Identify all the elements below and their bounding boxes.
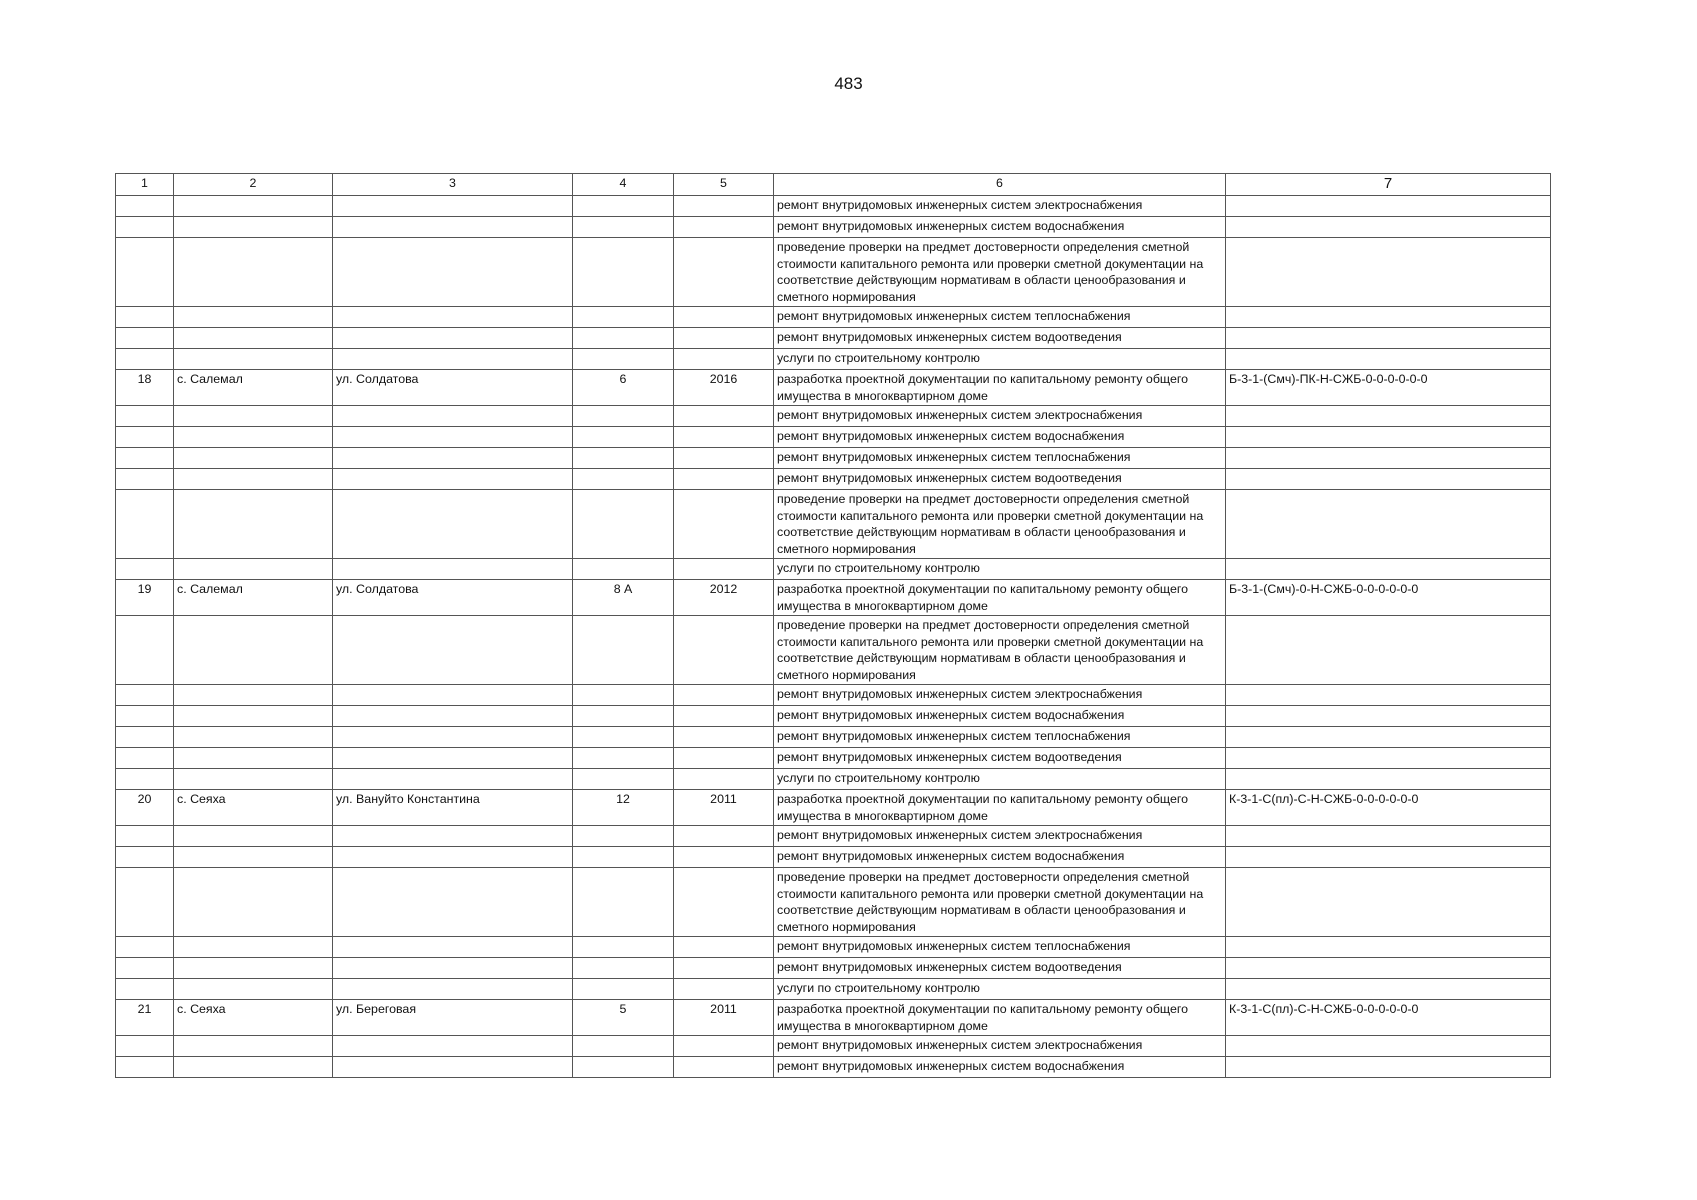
table-row	[116, 685, 1551, 706]
locality-cell	[174, 979, 333, 1000]
header-row	[116, 174, 1551, 196]
table-row	[116, 748, 1551, 769]
house-number-cell	[573, 1036, 674, 1057]
row-number-cell	[116, 349, 174, 370]
work-type-cell: ремонт внутридомовых инженерных систем водоснабжения	[774, 706, 1226, 727]
table-row	[116, 616, 1551, 685]
street-cell	[333, 469, 573, 490]
table-row	[116, 868, 1551, 937]
house-number-cell: 5	[573, 1000, 674, 1036]
locality-cell	[174, 868, 333, 937]
street-cell	[333, 706, 573, 727]
column-header-7: 7	[1226, 174, 1551, 196]
year-cell	[674, 217, 774, 238]
table-row	[116, 979, 1551, 1000]
row-number-cell	[116, 748, 174, 769]
row-number-cell	[116, 616, 174, 685]
work-type-cell: ремонт внутридомовых инженерных систем водоотведения	[774, 748, 1226, 769]
table-row	[116, 1057, 1551, 1078]
work-type-cell: ремонт внутридомовых инженерных систем электроснабжения	[774, 196, 1226, 217]
year-cell	[674, 490, 774, 559]
work-type-cell: проведение проверки на предмет достоверности определения сметной стоимости капитального ремонта или проверки сметной документации на соответствие действующим нормативам в области ценообразования и сметного нормирования	[774, 616, 1226, 685]
locality-cell	[174, 727, 333, 748]
building-code-cell	[1226, 406, 1551, 427]
house-number-cell	[573, 685, 674, 706]
row-number-cell	[116, 979, 174, 1000]
locality-cell	[174, 826, 333, 847]
work-type-cell: ремонт внутридомовых инженерных систем электроснабжения	[774, 685, 1226, 706]
row-number-cell	[116, 406, 174, 427]
building-code-cell	[1226, 307, 1551, 328]
row-number-cell	[116, 427, 174, 448]
street-cell	[333, 769, 573, 790]
year-cell	[674, 196, 774, 217]
street-cell	[333, 406, 573, 427]
building-code-cell	[1226, 748, 1551, 769]
table-row	[116, 847, 1551, 868]
street-cell	[333, 349, 573, 370]
street-cell	[333, 307, 573, 328]
year-cell	[674, 826, 774, 847]
column-header-1: 1	[116, 174, 174, 196]
table-row	[116, 790, 1551, 826]
year-cell	[674, 958, 774, 979]
street-cell	[333, 979, 573, 1000]
house-number-cell	[573, 727, 674, 748]
table-row	[116, 196, 1551, 217]
street-cell: ул. Береговая	[333, 1000, 573, 1036]
work-type-cell: услуги по строительному контролю	[774, 559, 1226, 580]
street-cell: ул. Солдатова	[333, 370, 573, 406]
table-row	[116, 469, 1551, 490]
row-number-cell	[116, 448, 174, 469]
table-row	[116, 427, 1551, 448]
building-code-cell	[1226, 847, 1551, 868]
building-code-cell	[1226, 727, 1551, 748]
table-row	[116, 580, 1551, 616]
work-type-cell: разработка проектной документации по капитальному ремонту общего имущества в многоквартирном доме	[774, 370, 1226, 406]
year-cell: 2011	[674, 1000, 774, 1036]
year-cell	[674, 868, 774, 937]
row-number-cell	[116, 196, 174, 217]
work-type-cell: разработка проектной документации по капитальному ремонту общего имущества в многоквартирном доме	[774, 580, 1226, 616]
work-type-cell: проведение проверки на предмет достоверности определения сметной стоимости капитального ремонта или проверки сметной документации на соответствие действующим нормативам в области ценообразования и сметного нормирования	[774, 238, 1226, 307]
house-number-cell	[573, 490, 674, 559]
locality-cell	[174, 349, 333, 370]
work-type-cell: ремонт внутридомовых инженерных систем водоснабжения	[774, 427, 1226, 448]
column-header-3: 3	[333, 174, 573, 196]
work-type-cell: услуги по строительному контролю	[774, 769, 1226, 790]
building-code-cell	[1226, 196, 1551, 217]
house-number-cell	[573, 826, 674, 847]
work-type-cell: ремонт внутридомовых инженерных систем электроснабжения	[774, 1036, 1226, 1057]
row-number-cell: 19	[116, 580, 174, 616]
house-number-cell	[573, 979, 674, 1000]
page-number: 483	[834, 74, 863, 93]
row-number-cell	[116, 1036, 174, 1057]
row-number-cell	[116, 328, 174, 349]
locality-cell	[174, 559, 333, 580]
house-number-cell	[573, 847, 674, 868]
row-number-cell: 21	[116, 1000, 174, 1036]
row-number-cell	[116, 937, 174, 958]
locality-cell: с. Салемал	[174, 370, 333, 406]
building-code-cell	[1226, 769, 1551, 790]
locality-cell	[174, 238, 333, 307]
year-cell	[674, 769, 774, 790]
building-code-cell	[1226, 469, 1551, 490]
table-row	[116, 328, 1551, 349]
table-row	[116, 559, 1551, 580]
table-row	[116, 769, 1551, 790]
row-number-cell	[116, 958, 174, 979]
house-number-cell	[573, 706, 674, 727]
row-number-cell	[116, 769, 174, 790]
building-code-cell	[1226, 427, 1551, 448]
house-number-cell	[573, 958, 674, 979]
locality-cell	[174, 685, 333, 706]
locality-cell	[174, 490, 333, 559]
street-cell	[333, 196, 573, 217]
locality-cell	[174, 706, 333, 727]
table-row	[116, 406, 1551, 427]
street-cell	[333, 328, 573, 349]
locality-cell	[174, 406, 333, 427]
year-cell	[674, 979, 774, 1000]
row-number-cell	[116, 307, 174, 328]
table-row	[116, 448, 1551, 469]
street-cell	[333, 616, 573, 685]
house-number-cell	[573, 616, 674, 685]
table-row	[116, 1000, 1551, 1036]
building-code-cell	[1226, 868, 1551, 937]
house-number-cell	[573, 469, 674, 490]
column-header-6: 6	[774, 174, 1226, 196]
locality-cell	[174, 937, 333, 958]
work-type-cell: разработка проектной документации по капитальному ремонту общего имущества в многоквартирном доме	[774, 790, 1226, 826]
building-code-cell	[1226, 559, 1551, 580]
work-type-cell: разработка проектной документации по капитальному ремонту общего имущества в многоквартирном доме	[774, 1000, 1226, 1036]
work-type-cell: ремонт внутридомовых инженерных систем теплоснабжения	[774, 448, 1226, 469]
year-cell	[674, 349, 774, 370]
table-row	[116, 238, 1551, 307]
row-number-cell	[116, 469, 174, 490]
year-cell	[674, 685, 774, 706]
building-code-cell	[1226, 448, 1551, 469]
street-cell	[333, 826, 573, 847]
row-number-cell	[116, 868, 174, 937]
building-code-cell: К-3-1-С(пл)-С-Н-СЖБ-0-0-0-0-0-0	[1226, 790, 1551, 826]
house-number-cell	[573, 448, 674, 469]
locality-cell	[174, 616, 333, 685]
building-code-cell	[1226, 238, 1551, 307]
locality-cell	[174, 748, 333, 769]
work-type-cell: ремонт внутридомовых инженерных систем водоснабжения	[774, 1057, 1226, 1078]
locality-cell	[174, 307, 333, 328]
year-cell	[674, 469, 774, 490]
locality-cell	[174, 196, 333, 217]
house-number-cell	[573, 1057, 674, 1078]
building-code-cell	[1226, 937, 1551, 958]
table-row	[116, 727, 1551, 748]
street-cell	[333, 727, 573, 748]
repair-schedule-table	[115, 173, 1551, 1078]
year-cell: 2011	[674, 790, 774, 826]
locality-cell	[174, 469, 333, 490]
table-row	[116, 349, 1551, 370]
work-type-cell: ремонт внутридомовых инженерных систем водоотведения	[774, 328, 1226, 349]
house-number-cell	[573, 238, 674, 307]
house-number-cell	[573, 196, 674, 217]
year-cell: 2016	[674, 370, 774, 406]
building-code-cell	[1226, 616, 1551, 685]
house-number-cell	[573, 328, 674, 349]
table-body	[116, 174, 1551, 1078]
row-number-cell: 18	[116, 370, 174, 406]
building-code-cell	[1226, 958, 1551, 979]
house-number-cell	[573, 427, 674, 448]
column-header-4: 4	[573, 174, 674, 196]
street-cell	[333, 559, 573, 580]
year-cell	[674, 406, 774, 427]
column-header-5: 5	[674, 174, 774, 196]
work-type-cell: услуги по строительному контролю	[774, 979, 1226, 1000]
row-number-cell	[116, 847, 174, 868]
year-cell	[674, 706, 774, 727]
work-type-cell: услуги по строительному контролю	[774, 349, 1226, 370]
building-code-cell	[1226, 328, 1551, 349]
street-cell	[333, 958, 573, 979]
locality-cell	[174, 328, 333, 349]
street-cell	[333, 868, 573, 937]
row-number-cell	[116, 238, 174, 307]
year-cell	[674, 937, 774, 958]
work-type-cell: проведение проверки на предмет достоверности определения сметной стоимости капитального ремонта или проверки сметной документации на соответствие действующим нормативам в области ценообразования и сметного нормирования	[774, 490, 1226, 559]
work-type-cell: ремонт внутридомовых инженерных систем электроснабжения	[774, 406, 1226, 427]
building-code-cell	[1226, 490, 1551, 559]
work-type-cell: ремонт внутридомовых инженерных систем водоотведения	[774, 958, 1226, 979]
locality-cell: с. Сеяха	[174, 1000, 333, 1036]
table-row	[116, 490, 1551, 559]
locality-cell	[174, 769, 333, 790]
row-number-cell	[116, 826, 174, 847]
street-cell	[333, 217, 573, 238]
house-number-cell: 8 А	[573, 580, 674, 616]
locality-cell	[174, 1036, 333, 1057]
building-code-cell	[1226, 685, 1551, 706]
row-number-cell	[116, 706, 174, 727]
house-number-cell: 12	[573, 790, 674, 826]
row-number-cell	[116, 559, 174, 580]
house-number-cell	[573, 748, 674, 769]
column-header-2: 2	[174, 174, 333, 196]
year-cell	[674, 427, 774, 448]
street-cell	[333, 427, 573, 448]
house-number-cell	[573, 307, 674, 328]
street-cell	[333, 1036, 573, 1057]
street-cell	[333, 448, 573, 469]
year-cell	[674, 559, 774, 580]
street-cell	[333, 847, 573, 868]
work-type-cell: ремонт внутридомовых инженерных систем водоснабжения	[774, 217, 1226, 238]
work-type-cell: ремонт внутридомовых инженерных систем электроснабжения	[774, 826, 1226, 847]
table-container	[115, 173, 1551, 1078]
table-row	[116, 826, 1551, 847]
row-number-cell	[116, 217, 174, 238]
year-cell	[674, 847, 774, 868]
year-cell	[674, 448, 774, 469]
row-number-cell	[116, 685, 174, 706]
table-row	[116, 937, 1551, 958]
building-code-cell: Б-3-1-(Смч)-ПК-Н-СЖБ-0-0-0-0-0-0	[1226, 370, 1551, 406]
table-row	[116, 706, 1551, 727]
street-cell: ул. Солдатова	[333, 580, 573, 616]
building-code-cell: Б-3-1-(Смч)-0-Н-СЖБ-0-0-0-0-0-0	[1226, 580, 1551, 616]
building-code-cell	[1226, 1057, 1551, 1078]
year-cell: 2012	[674, 580, 774, 616]
year-cell	[674, 748, 774, 769]
building-code-cell	[1226, 979, 1551, 1000]
house-number-cell	[573, 769, 674, 790]
row-number-cell	[116, 1057, 174, 1078]
building-code-cell: К-3-1-С(пл)-С-Н-СЖБ-0-0-0-0-0-0	[1226, 1000, 1551, 1036]
street-cell	[333, 685, 573, 706]
row-number-cell	[116, 727, 174, 748]
table-row	[116, 217, 1551, 238]
locality-cell	[174, 1057, 333, 1078]
year-cell	[674, 328, 774, 349]
year-cell	[674, 1057, 774, 1078]
year-cell	[674, 238, 774, 307]
locality-cell	[174, 448, 333, 469]
street-cell: ул. Вануйто Константина	[333, 790, 573, 826]
table-row	[116, 958, 1551, 979]
building-code-cell	[1226, 349, 1551, 370]
locality-cell	[174, 847, 333, 868]
table-row	[116, 370, 1551, 406]
building-code-cell	[1226, 826, 1551, 847]
year-cell	[674, 307, 774, 328]
house-number-cell	[573, 868, 674, 937]
table-row	[116, 307, 1551, 328]
street-cell	[333, 490, 573, 559]
row-number-cell	[116, 490, 174, 559]
building-code-cell	[1226, 706, 1551, 727]
work-type-cell: ремонт внутридомовых инженерных систем теплоснабжения	[774, 727, 1226, 748]
locality-cell	[174, 217, 333, 238]
row-number-cell: 20	[116, 790, 174, 826]
work-type-cell: ремонт внутридомовых инженерных систем теплоснабжения	[774, 937, 1226, 958]
building-code-cell	[1226, 1036, 1551, 1057]
house-number-cell	[573, 217, 674, 238]
house-number-cell	[573, 559, 674, 580]
year-cell	[674, 616, 774, 685]
street-cell	[333, 238, 573, 307]
work-type-cell: ремонт внутридомовых инженерных систем водоотведения	[774, 469, 1226, 490]
house-number-cell	[573, 937, 674, 958]
locality-cell	[174, 958, 333, 979]
year-cell	[674, 727, 774, 748]
street-cell	[333, 1057, 573, 1078]
work-type-cell: ремонт внутридомовых инженерных систем водоснабжения	[774, 847, 1226, 868]
street-cell	[333, 937, 573, 958]
house-number-cell	[573, 406, 674, 427]
house-number-cell	[573, 349, 674, 370]
locality-cell	[174, 427, 333, 448]
work-type-cell: ремонт внутридомовых инженерных систем теплоснабжения	[774, 307, 1226, 328]
house-number-cell: 6	[573, 370, 674, 406]
table-row	[116, 1036, 1551, 1057]
street-cell	[333, 748, 573, 769]
work-type-cell: проведение проверки на предмет достоверности определения сметной стоимости капитального ремонта или проверки сметной документации на соответствие действующим нормативам в области ценообразования и сметного нормирования	[774, 868, 1226, 937]
building-code-cell	[1226, 217, 1551, 238]
locality-cell: с. Сеяха	[174, 790, 333, 826]
locality-cell: с. Салемал	[174, 580, 333, 616]
year-cell	[674, 1036, 774, 1057]
